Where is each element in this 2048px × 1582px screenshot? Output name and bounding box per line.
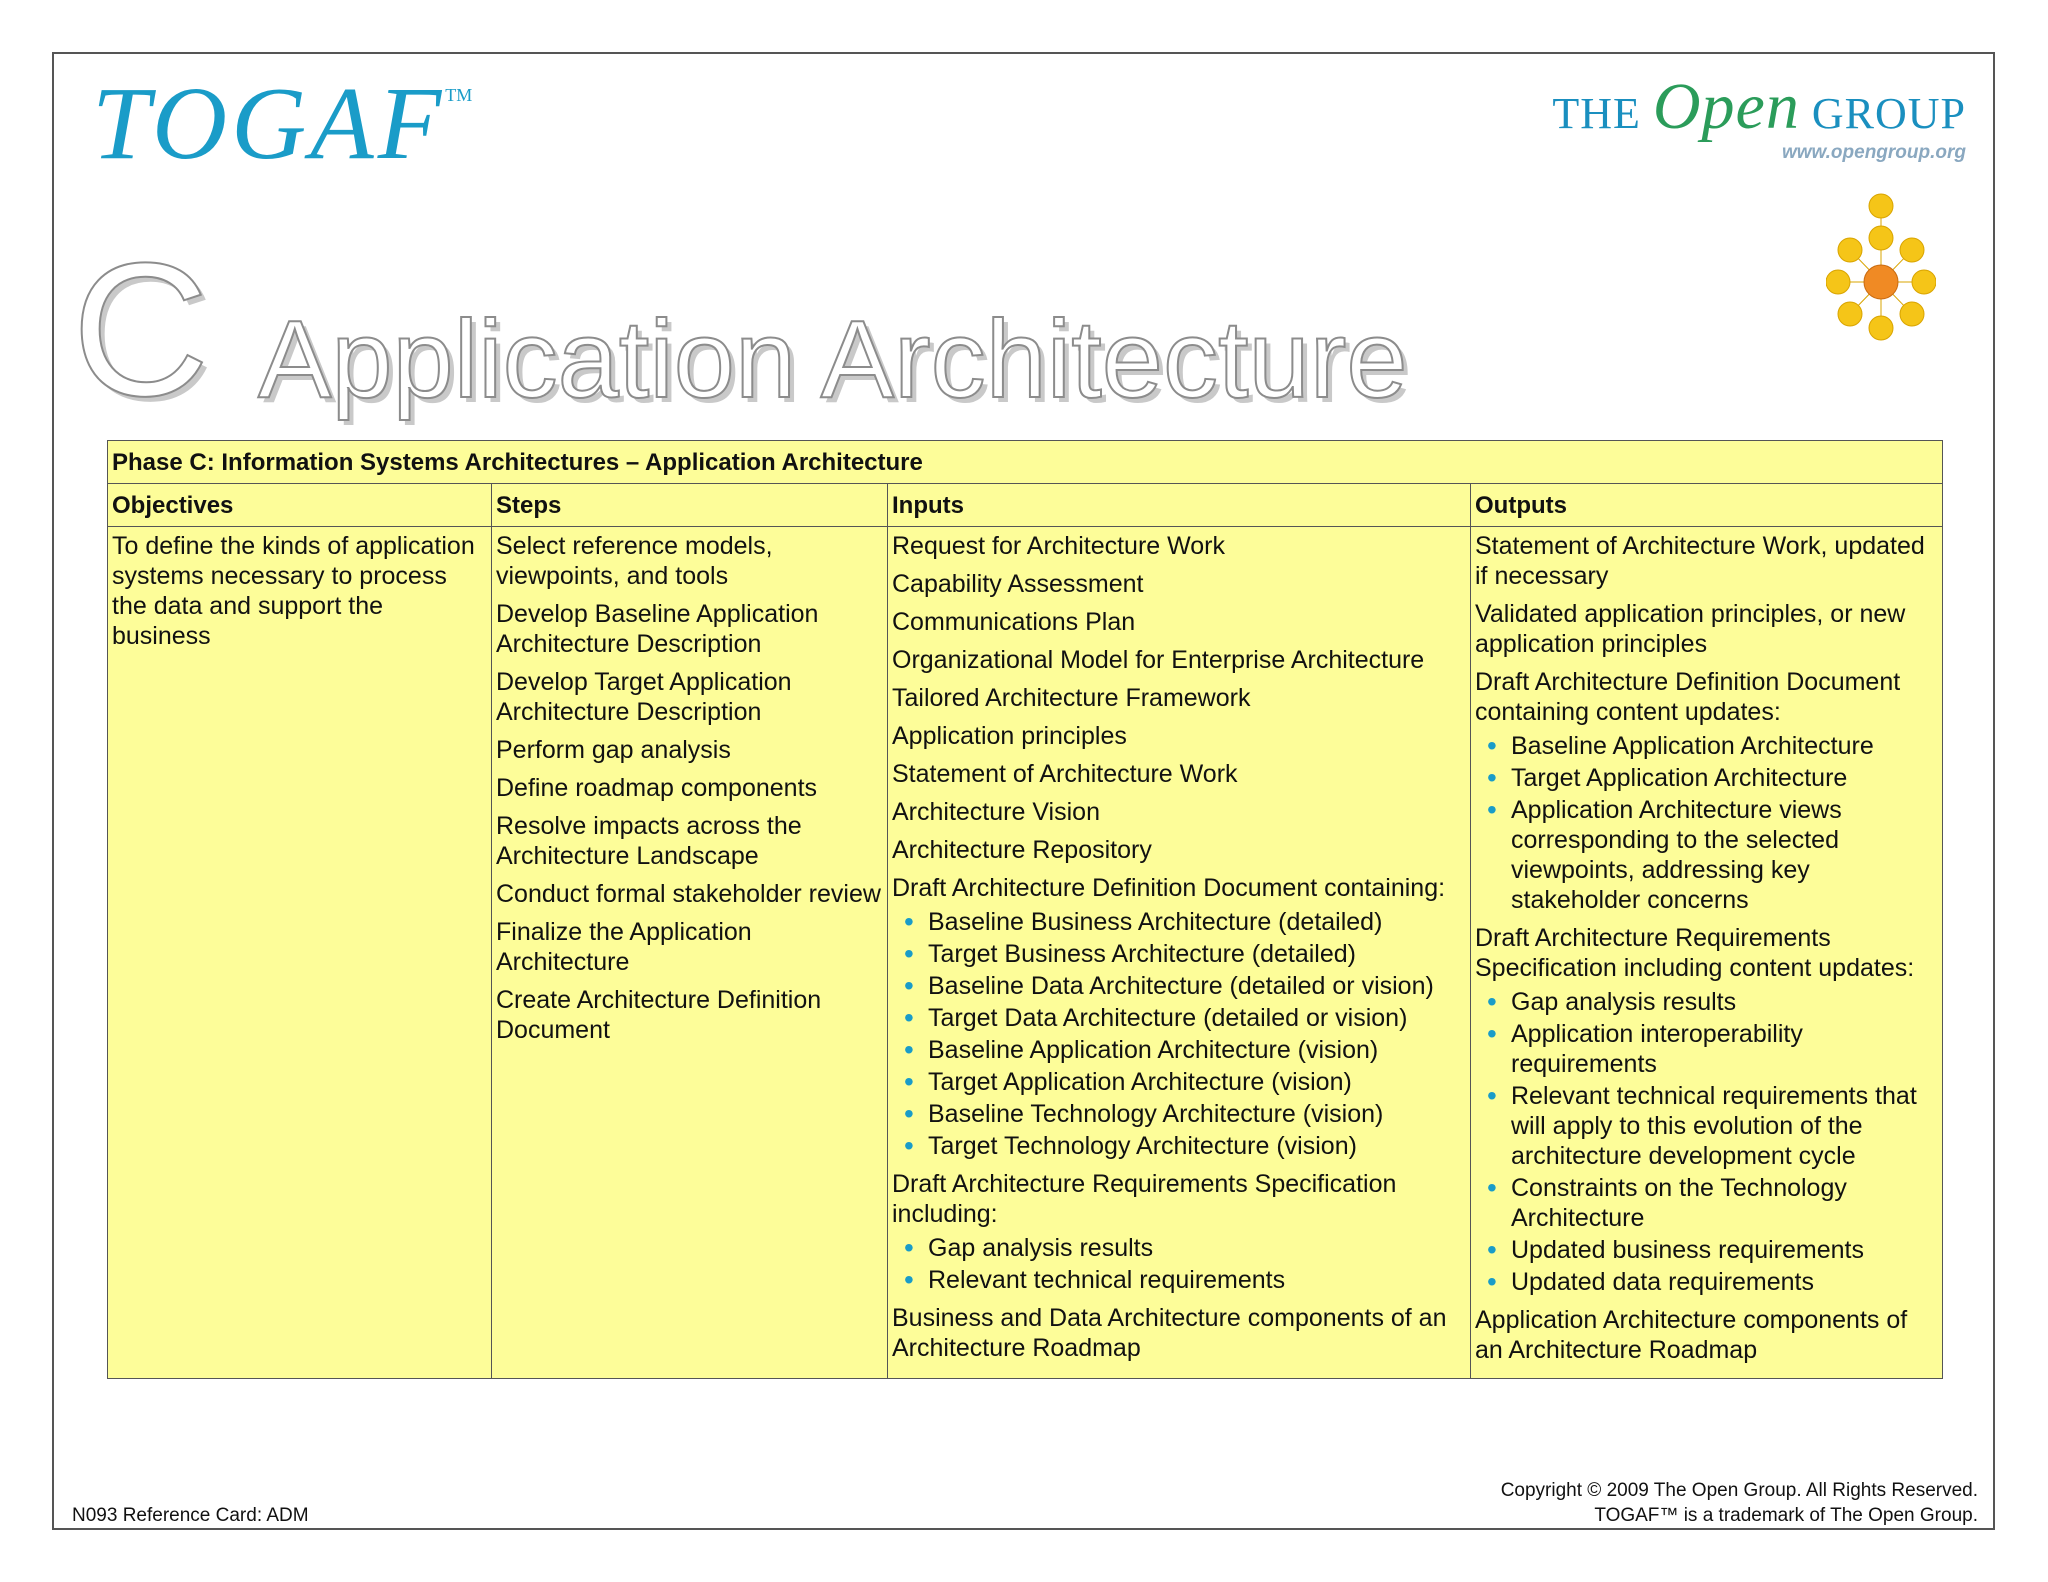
step-item: Resolve impacts across the Architecture Landscape: [496, 812, 802, 870]
bullet-item: • Baseline Technology Architecture (vision): [928, 1099, 1466, 1129]
bullet-item: • Application interoperability requirements: [1511, 1019, 1938, 1079]
header-steps: Steps: [492, 484, 888, 527]
input-item: Application principles: [892, 722, 1127, 750]
input-draft-add: Draft Architecture Definition Document containing:: [892, 874, 1446, 902]
outputs-cell: [1471, 527, 1943, 1379]
bullet-item: • Updated business requirements: [1511, 1235, 1938, 1265]
bullet-item: • Target Technology Architecture (vision): [928, 1131, 1466, 1161]
step-item: Develop Baseline Application Architecture Description: [496, 600, 819, 658]
objective-text: To define the kinds of application systems necessary to process the data and support the business: [112, 532, 475, 650]
inputs-cell: [888, 527, 1471, 1379]
phase-letter: C: [72, 224, 210, 436]
bullet-item: • Constraints on the Technology Architecture: [1511, 1173, 1938, 1233]
bullet-item: • Gap analysis results: [928, 1233, 1466, 1263]
bullet-item: • Baseline Business Architecture (detailed): [928, 907, 1466, 937]
output-roadmap: Application Architecture components of an Architecture Roadmap: [1475, 1306, 1908, 1364]
output-draft-ars-list: [1475, 987, 1938, 1297]
output-draft-add-list: [1475, 731, 1938, 915]
step-item: Define roadmap components: [496, 774, 818, 802]
output-draft-add: Draft Architecture Definition Document containing content updates:: [1475, 668, 1901, 726]
input-draft-ars: Draft Architecture Requirements Specification including:: [892, 1170, 1397, 1228]
input-item: Request for Architecture Work: [892, 532, 1226, 560]
input-roadmap: Business and Data Architecture components of an Architecture Roadmap: [892, 1304, 1447, 1362]
page-title: Application Architecture: [258, 298, 1408, 421]
bullet-item: • Target Business Architecture (detailed): [928, 939, 1466, 969]
bullet-item: • Application Architecture views corresponding to the selected viewpoints, addressing key stakeholder concerns: [1511, 795, 1938, 915]
step-item: Select reference models, viewpoints, and tools: [496, 532, 773, 590]
bullet-item: • Gap analysis results: [1511, 987, 1938, 1017]
og-open: Open: [1652, 70, 1800, 143]
open-group-url: www.opengroup.org: [1782, 142, 1966, 163]
step-item: Create Architecture Definition Document: [496, 986, 822, 1044]
og-the: THE: [1552, 89, 1641, 138]
step-item: Finalize the Application Architecture: [496, 918, 752, 976]
togaf-tm: TM: [445, 85, 473, 105]
copyright-notice: [1501, 1478, 1978, 1528]
input-item: Statement of Architecture Work: [892, 760, 1238, 788]
objectives-cell: [108, 527, 492, 1379]
bullet-item: • Baseline Data Architecture (detailed or vision): [928, 971, 1466, 1001]
open-group-logo: [1552, 70, 1966, 164]
togaf-logo: [92, 66, 473, 181]
og-group: GROUP: [1811, 89, 1966, 138]
steps-cell: [492, 527, 888, 1379]
trademark-line: TOGAF™ is a trademark of The Open Group.: [1594, 1505, 1978, 1526]
input-item: Tailored Architecture Framework: [892, 684, 1251, 712]
step-item: Develop Target Application Architecture Description: [496, 668, 792, 726]
bullet-item: • Relevant technical requirements that will apply to this evolution of the architecture development cycle: [1511, 1081, 1938, 1171]
step-item: Perform gap analysis: [496, 736, 731, 764]
bullet-item: • Target Application Architecture: [1511, 763, 1938, 793]
table-caption: Phase C: Information Systems Architectures – Application Architecture: [108, 441, 1943, 484]
output-draft-ars: Draft Architecture Requirements Specification including content updates:: [1475, 924, 1915, 982]
phase-table: [107, 440, 1943, 1379]
input-item: Architecture Repository: [892, 836, 1152, 864]
adm-cycle-icon: [1826, 188, 1936, 348]
step-item: Conduct formal stakeholder review: [496, 880, 881, 908]
header-objectives: Objectives: [108, 484, 492, 527]
input-item: Communications Plan: [892, 608, 1136, 636]
copyright-line: Copyright © 2009 The Open Group. All Rights Reserved.: [1500, 1480, 1978, 1501]
bullet-item: • Baseline Application Architecture (vision): [928, 1035, 1466, 1065]
input-item: Capability Assessment: [892, 570, 1144, 598]
input-item: Architecture Vision: [892, 798, 1100, 826]
reference-card-id: N093 Reference Card: ADM: [72, 1505, 309, 1526]
header-inputs: Inputs: [888, 484, 1471, 527]
bullet-item: • Baseline Application Architecture: [1511, 731, 1938, 761]
header-outputs: Outputs: [1471, 484, 1943, 527]
input-draft-ars-list: [892, 1233, 1466, 1295]
togaf-logo-text: TOGAF: [92, 66, 446, 181]
input-item: Organizational Model for Enterprise Architecture: [892, 646, 1425, 674]
bullet-item: • Updated data requirements: [1511, 1267, 1938, 1297]
bullet-item: • Target Application Architecture (vision): [928, 1067, 1466, 1097]
output-item: Statement of Architecture Work, updated if necessary: [1475, 532, 1925, 590]
output-item: Validated application principles, or new application principles: [1475, 600, 1906, 658]
bullet-item: • Relevant technical requirements: [928, 1265, 1466, 1295]
input-draft-add-list: [892, 907, 1466, 1161]
bullet-item: • Target Data Architecture (detailed or vision): [928, 1003, 1466, 1033]
